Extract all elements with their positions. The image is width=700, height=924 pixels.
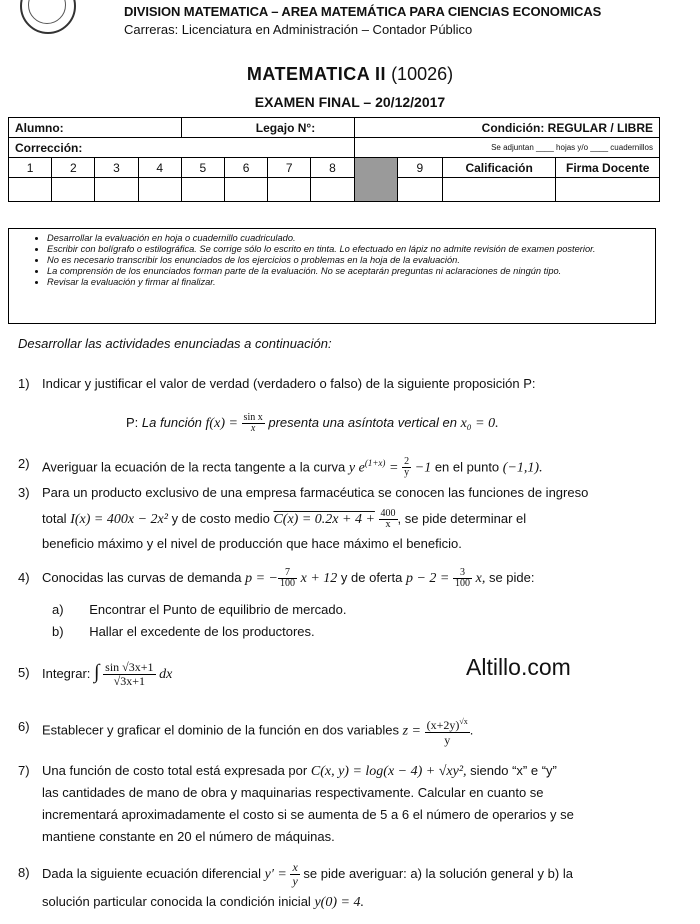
- q4-t2: y de oferta: [340, 570, 403, 585]
- q2-eq3: −1: [414, 460, 432, 476]
- q6-end: .: [469, 722, 474, 738]
- q3-line3: beneficio máximo y el nivel de producción que hace máximo el beneficio.: [42, 536, 462, 551]
- adjuntan-field[interactable]: Se adjuntan ____ hojas y/o ____ cuadernillos: [354, 138, 660, 158]
- firma-cell[interactable]: [556, 178, 660, 202]
- q3-income: I(x) = 400x − 2x²: [70, 512, 168, 527]
- q6-z: z =: [402, 723, 422, 739]
- q2-exp: (1+x): [364, 458, 386, 468]
- score-cell-8[interactable]: [311, 178, 354, 202]
- q5-body: [42, 661, 442, 688]
- score-cell-1[interactable]: [9, 178, 52, 202]
- course-name: MATEMATICA II: [246, 64, 387, 84]
- q1-p-label: P:: [126, 415, 139, 430]
- q4-demand-a: p = −: [245, 571, 278, 586]
- q1-frac-den: x: [250, 423, 256, 435]
- q7-number: 7): [18, 763, 30, 778]
- col-5: 5: [181, 158, 224, 178]
- q1-number: 1): [18, 376, 30, 391]
- q3-number: 3): [18, 485, 30, 500]
- q1-p-text1: La función: [141, 415, 202, 430]
- q8-number: 8): [18, 865, 30, 880]
- watermark: Altillo.com: [466, 654, 571, 680]
- q2-body: [42, 452, 654, 479]
- q3-line1: Para un producto exclusivo de una empresa farmacéutica se conocen las funciones de ingreso: [42, 485, 589, 500]
- q5-text: Integrar:: [42, 666, 91, 681]
- col-7: 7: [268, 158, 311, 178]
- q2-text2: en el punto: [434, 459, 500, 475]
- q7-line1: [42, 759, 654, 783]
- q4-demand-b: x + 12: [300, 571, 338, 586]
- q4-on: 3: [453, 568, 472, 579]
- q5-fraction: [103, 661, 155, 688]
- course-code: (10026): [391, 64, 454, 84]
- q2-eq1: y e: [348, 460, 365, 476]
- q5-integral-sign: ∫: [94, 661, 100, 683]
- score-cell-5[interactable]: [181, 178, 224, 202]
- q5-dx: dx: [159, 667, 173, 682]
- q6-number: 6): [18, 719, 30, 734]
- q7-line4: mantiene constante en 20 el número de máquinas.: [42, 829, 335, 844]
- q1-x0: x₀ = 0.: [460, 416, 499, 431]
- q7-l1a: Una función de costo total está expresada por: [42, 763, 308, 778]
- rule-item: • La comprensión de los enunciados forman parte de la evaluación. No se aceptarán preguntas ni aclaraciones de ningún tipo.: [47, 266, 649, 277]
- q1-frac-num: sin x: [243, 412, 263, 424]
- q4-demand-fraction: [278, 568, 297, 589]
- q4-dn: 7: [278, 568, 297, 579]
- q8-frac-num: x: [292, 860, 298, 874]
- q7-line2: las cantidades de mano de obra y maquinarias respectivamente. Calcular en cuanto se: [42, 785, 544, 800]
- q8-fraction: [290, 861, 299, 888]
- firma-header: Firma Docente: [556, 158, 660, 178]
- q4-item-a: [52, 598, 346, 621]
- instructions-box: [8, 228, 656, 324]
- col-8: 8: [311, 158, 354, 178]
- q1-text: Indicar y justificar el valor de verdad (verdadero o falso) de la siguiente proposición P:: [42, 376, 536, 391]
- col-1: 1: [9, 158, 52, 178]
- q4-t1: Conocidas las curvas de demanda: [42, 570, 242, 585]
- q4-item-b: [52, 620, 315, 643]
- q4-body: [42, 566, 654, 590]
- q7-cost-function: C(x, y) = log(x − 4) + √xy²,: [310, 764, 467, 779]
- q2-text1: Averiguar la ecuación de la recta tangente a la curva: [42, 459, 346, 475]
- q8-y-prime: y′ =: [264, 866, 287, 882]
- q4-a-text: Encontrar el Punto de equilibrio de mercado.: [89, 602, 347, 617]
- q6-frac-exp: √x: [459, 717, 468, 726]
- division-header: DIVISION MATEMATICA – AREA MATEMÁTICA PARA CIENCIAS ECONOMICAS: [124, 4, 602, 19]
- q3-t1: total: [42, 511, 67, 526]
- q8-l2a: solución particular conocida la condición inicial: [42, 894, 311, 909]
- legajo-field[interactable]: Legajo N°:: [181, 118, 354, 138]
- q3-line2: [42, 507, 654, 531]
- q4-supply-fraction: [453, 568, 472, 589]
- q3-cost: C(x) = 0.2x + 4 +: [273, 512, 375, 527]
- q4-od: 100: [455, 578, 470, 590]
- q8-frac-den: y: [292, 874, 298, 888]
- col-2: 2: [52, 158, 95, 178]
- q5-frac-den: √3x+1: [113, 674, 146, 689]
- q2-frac-den: y: [404, 467, 410, 479]
- q4-number: 4): [18, 570, 30, 585]
- q3-t3: , se pide determinar el: [397, 511, 527, 526]
- q8-l1a: Dada la siguiente ecuación diferencial: [42, 865, 261, 881]
- exam-title: [0, 64, 700, 85]
- q4-b-text: Hallar el excedente de los productores.: [89, 624, 315, 639]
- rule-item: • Revisar la evaluación y firmar al finalizar.: [47, 277, 649, 288]
- score-cell-7[interactable]: [268, 178, 311, 202]
- q5-frac-num: sin √3x+1: [105, 660, 154, 675]
- intro-text: Desarrollar las actividades enunciadas a continuación:: [18, 336, 332, 351]
- calificacion-header: Calificación: [442, 158, 556, 178]
- q1-proposition: [126, 411, 499, 435]
- q1-fraction: [242, 413, 265, 434]
- q6-fraction: [425, 715, 470, 747]
- condicion-field[interactable]: Condición: REGULAR / LIBRE: [354, 118, 660, 138]
- rule-item: • Escribir con bolígrafo o estilográfica. Se corrige sólo lo escrito en tinta. Lo efectuado en lápiz no admite revisión de examen posterior.: [47, 244, 649, 255]
- calificacion-cell[interactable]: [442, 178, 556, 202]
- col-3: 3: [95, 158, 138, 178]
- correccion-label: Corrección:: [9, 138, 355, 158]
- q1-p-text2: presenta una asíntota vertical en: [268, 415, 457, 430]
- q5-number: 5): [18, 665, 30, 680]
- score-cell-6[interactable]: [224, 178, 267, 202]
- score-cell-4[interactable]: [138, 178, 181, 202]
- score-cell-9[interactable]: [397, 178, 442, 202]
- q6-frac-base: (x+2y): [426, 718, 460, 732]
- q4-a-label: a): [52, 602, 64, 617]
- q6-frac-num: [425, 715, 470, 733]
- q3-frac-num: 400: [380, 508, 396, 520]
- q6-frac-den: y: [444, 733, 451, 747]
- q4-b-label: b): [52, 624, 64, 639]
- q8-line2: [42, 890, 364, 914]
- q2-eq2: =: [389, 460, 399, 476]
- exam-subtitle: EXAMEN FINAL – 20/12/2017: [254, 94, 446, 110]
- col-9: 9: [397, 158, 442, 178]
- q4-supply-b: x,: [475, 571, 486, 586]
- q8-initial-condition: y(0) = 4.: [314, 895, 364, 910]
- col-6: 6: [224, 158, 267, 178]
- q4-dd: 100: [279, 578, 295, 590]
- gray-cell: [354, 158, 397, 202]
- score-cell-3[interactable]: [95, 178, 138, 202]
- q1-fx: f(x) =: [205, 416, 238, 431]
- q3-frac-den: x: [385, 519, 391, 531]
- score-cell-2[interactable]: [52, 178, 95, 202]
- q4-t3: se pide:: [488, 570, 535, 585]
- q3-t2: y de costo medio: [171, 511, 270, 526]
- q3-fraction: [379, 509, 398, 530]
- q2-point: (−1,1).: [502, 460, 543, 476]
- q8-l1b: se pide averiguar: a) la solución general y b) la: [303, 865, 573, 881]
- q7-l1b: siendo “x” e “y”: [470, 763, 557, 778]
- rule-item: • No es necesario transcribir los enunciados de los ejercicios o problemas en la hoja de la evaluación.: [47, 255, 649, 266]
- rule-item: • Desarrollar la evaluación en hoja o cuadernillo cuadriculado.: [47, 233, 649, 244]
- q8-line1: [42, 861, 654, 888]
- q6-body: [42, 715, 654, 747]
- q4-supply-a: p − 2 =: [405, 571, 450, 586]
- q2-fraction: [402, 457, 411, 478]
- student-info-table: [8, 117, 660, 202]
- q7-line3: incrementará aproximadamente el costo si se aumenta de 5 a 6 el número de operarios y se: [42, 807, 574, 822]
- q6-text: Establecer y graficar el dominio de la función en dos variables: [42, 722, 399, 738]
- q2-number: 2): [18, 456, 30, 471]
- careers-header: Carreras: Licenciatura en Administración – Contador Público: [124, 22, 473, 37]
- q2-frac-num: 2: [404, 456, 410, 468]
- col-4: 4: [138, 158, 181, 178]
- alumno-field[interactable]: Alumno:: [9, 118, 182, 138]
